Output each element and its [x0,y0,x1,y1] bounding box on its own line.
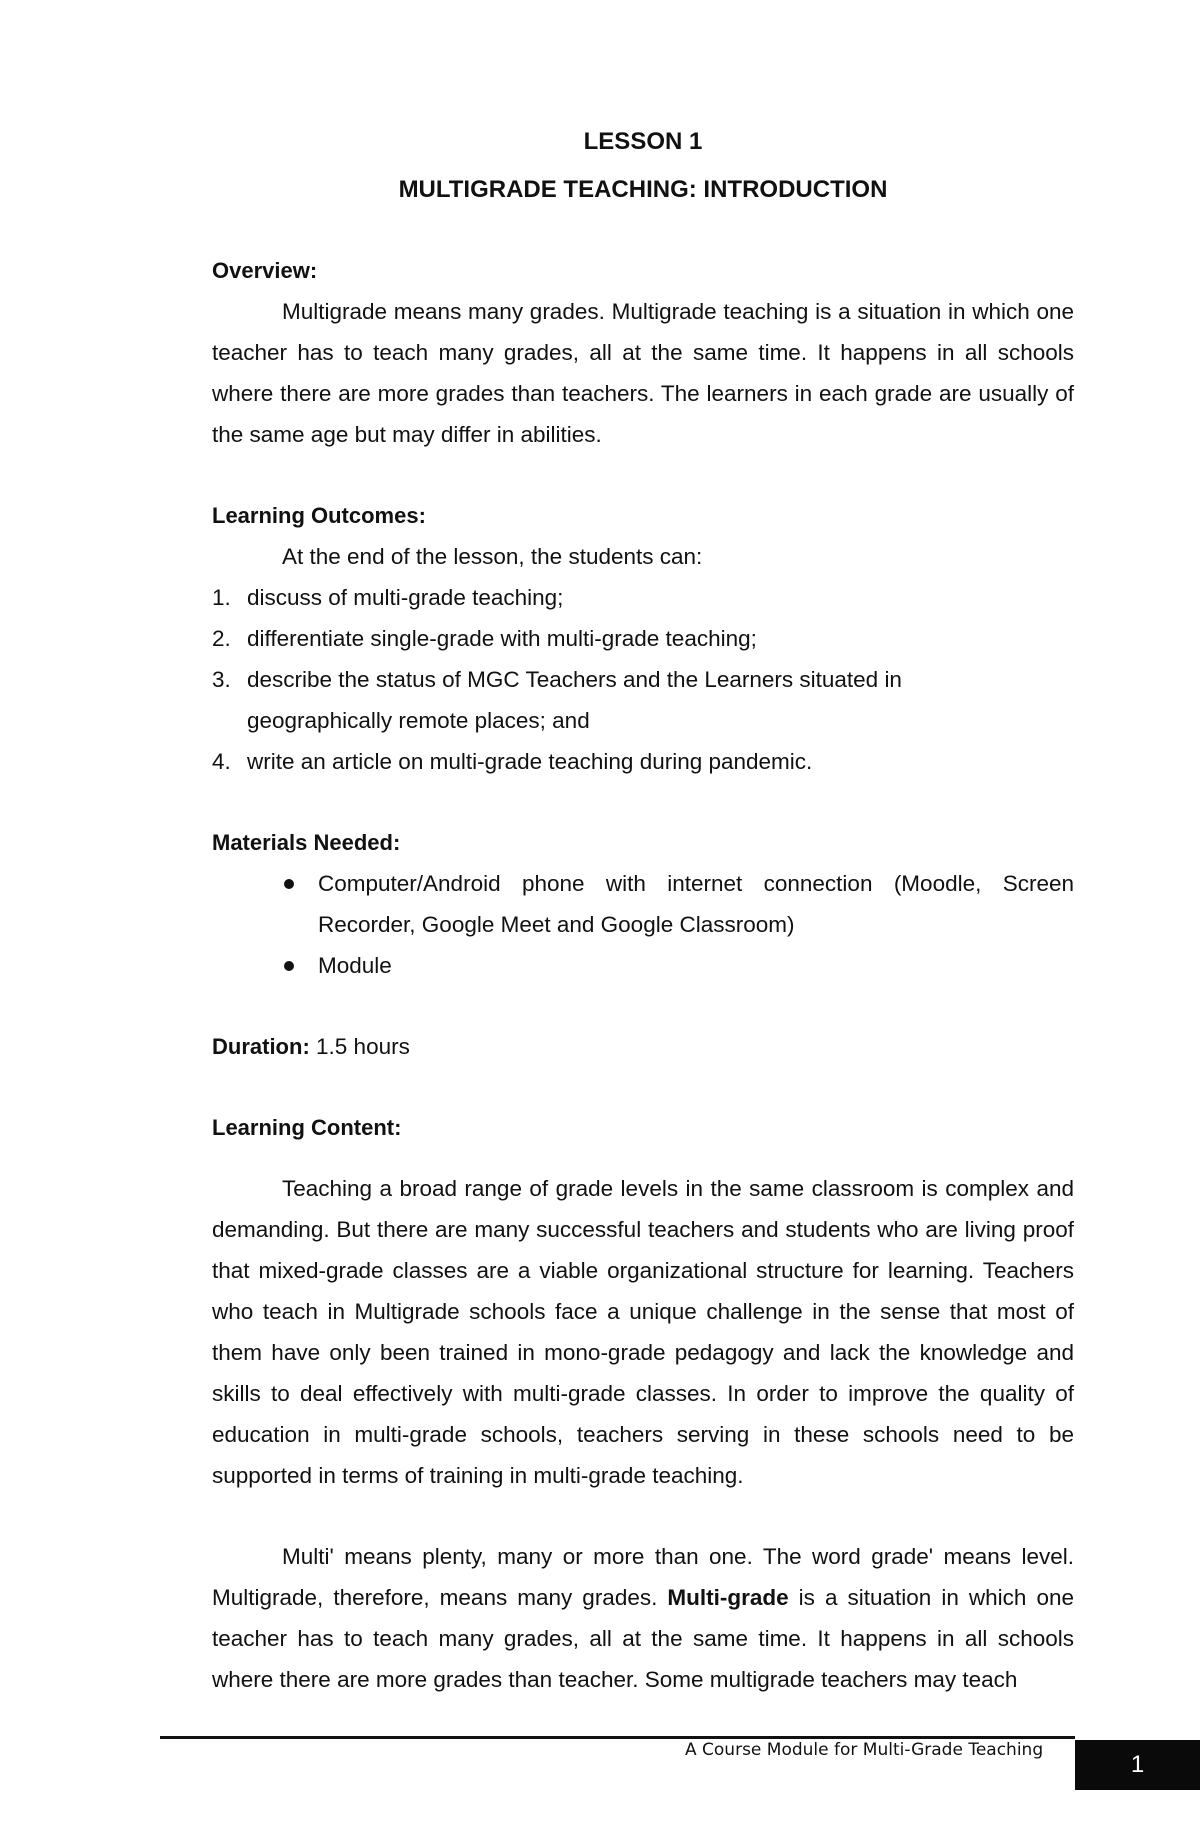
bullet-icon [284,961,294,971]
list-item: 4. write an article on multi-grade teaching during pandemic. [212,749,813,774]
page-number: 1 [1075,1740,1200,1790]
footer-course-label: A Course Module for Multi-Grade Teaching [685,1740,1044,1760]
learning-content-paragraph-2: Multi' means plenty, many or more than one. The word grade' means level. Multigrade, therefore, means many grades. Multi-grade is a situation in which one teacher has to teach many grades, all at the same time. It happens in all schools where there are more grades than teacher. Some multigrade teachers may teach [212,1544,1074,1692]
duration-line [212,1026,1074,1067]
list-item: 1. discuss of multi-grade teaching; [212,585,564,610]
list-item: 3. describe the status of MGC Teachers and the Learners situated in geographically remote places; and [212,667,902,733]
materials-list [212,863,1074,986]
learning-content-heading: Learning Content: [212,1115,402,1140]
lesson-number: LESSON 1 [583,128,703,155]
lesson-title: MULTIGRADE TEACHING: INTRODUCTION [398,176,888,203]
bullet-icon [284,879,294,889]
learning-outcomes-heading: Learning Outcomes: [212,503,426,528]
list-item: Computer/Android phone with internet connection (Moodle, Screen Recorder, Google Meet and Google Classroom) [212,863,1074,945]
materials-heading: Materials Needed: [212,830,401,855]
footer-rule [160,1736,1075,1739]
list-item: Module [212,945,1074,986]
learning-content-paragraph-1: Teaching a broad range of grade levels in the same classroom is complex and demanding. But there are many successful teachers and students who are living proof that mixed-grade classes are a viable organizational structure for learning. Teachers who teach in Multigrade schools face a unique challenge in the sense that most of them have only been trained in mono-grade pedagogy and lack the knowledge and skills to deal effectively with multi-grade classes. In order to improve the quality of education in multi-grade schools, teachers serving in these schools need to be supported in terms of training in multi-grade teaching. [212,1176,1074,1488]
overview-text: Multigrade means many grades. Multigrade teaching is a situation in which one teacher has to teach many grades, all at the same time. It happens in all schools where there are more grades than teachers. The learners in each grade are usually of the same age but may differ in abilities. [212,299,1074,447]
page-content [212,120,1074,1700]
list-item: 2. differentiate single-grade with multi-grade teaching; [212,626,757,651]
learning-outcomes-intro: At the end of the lesson, the students can: [282,544,703,569]
duration-value: 1.5 hours [316,1034,410,1059]
overview-heading: Overview: [212,258,318,283]
duration-label: Duration: [212,1034,310,1059]
learning-outcomes-list [212,577,1074,782]
